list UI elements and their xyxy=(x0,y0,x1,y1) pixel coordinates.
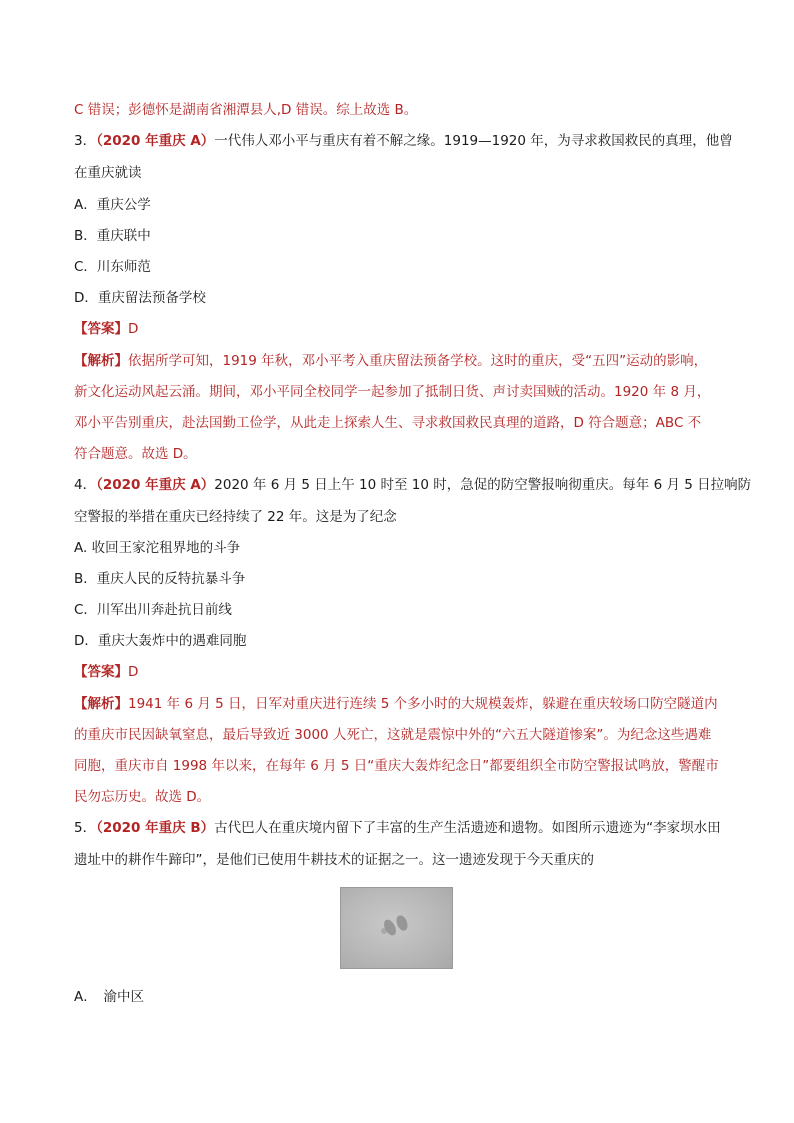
question-4-answer xyxy=(74,662,734,682)
question-3-stem-line-1 xyxy=(74,131,734,151)
question-3-option-c: C．川东师范 xyxy=(74,259,151,275)
question-4-option-a: A. 收回王家沱租界地的斗争 xyxy=(74,540,241,556)
question-3-stem-line-2: 在重庆就读 xyxy=(74,165,142,181)
question-text: 古代巴人在重庆境内留下了丰富的生产生活遗迹和遗物。如图所示遗迹为“李家坝水田 xyxy=(214,820,721,836)
answer-label: 【答案】 xyxy=(74,664,128,680)
answer-label: 【答案】 xyxy=(74,321,128,337)
question-4-analysis-line-2: 的重庆市民因缺氧窒息，最后导致近 3000 人死亡，这就是震惊中外的“六五大隧道惨案”。为纪念这些遇难 xyxy=(74,727,712,743)
question-number: 4． xyxy=(74,477,97,493)
question-3-analysis-line-1 xyxy=(74,351,734,371)
question-text: 2020 年 6 月 5 日上午 10 时至 10 时，急促的防空警报响彻重庆。每年 6 月 5 日拉响防 xyxy=(214,477,752,493)
question-4-stem-line-2: 空警报的举措在重庆已经持续了 22 年。这是为了纪念 xyxy=(74,509,397,525)
question-3-analysis-line-4: 符合题意。故选 D。 xyxy=(74,446,197,462)
analysis-text: 依据所学可知，1919 年秋，邓小平考入重庆留法预备学校。这时的重庆，受“五四”运动的影响， xyxy=(128,353,708,369)
question-3-answer xyxy=(74,319,734,339)
analysis-label: 【解析】 xyxy=(74,696,128,712)
question-4-option-b: B．重庆人民的反特抗暴斗争 xyxy=(74,571,246,587)
analysis-label: 【解析】 xyxy=(74,353,128,369)
question-3-option-d: D．重庆留法预备学校 xyxy=(74,290,206,306)
continuation-line: C 错误；彭德怀是湖南省湘潭县人,D 错误。综上故选 B。 xyxy=(74,102,418,118)
question-3-option-b: B．重庆联中 xyxy=(74,228,151,244)
question-4-analysis-line-1 xyxy=(74,694,734,714)
question-4-option-d: D．重庆大轰炸中的遇难同胞 xyxy=(74,633,247,649)
question-5-stem-line-2: 遗址中的耕作牛蹄印”，是他们已使用牛耕技术的证据之一。这一遗迹发现于今天重庆的 xyxy=(74,852,594,868)
question-source-tag: （2020 年重庆 B） xyxy=(96,820,215,836)
question-5-stem-line-1 xyxy=(74,818,734,838)
question-source-tag: （2020 年重庆 A） xyxy=(96,133,215,149)
question-source-tag: （2020 年重庆 A） xyxy=(96,477,215,493)
analysis-text: 1941 年 6 月 5 日，日军对重庆进行连续 5 个多小时的大规模轰炸，躲避在重庆较场口防空隧道内 xyxy=(128,696,718,712)
answer-value: D xyxy=(128,664,139,680)
question-4-analysis-line-3: 同胞，重庆市自 1998 年以来，在每年 6 月 5 日“重庆大轰炸纪念日”都要组织全市防空警报试鸣放，警醒市 xyxy=(74,758,719,774)
question-3-option-a: A．重庆公学 xyxy=(74,197,151,213)
answer-value: D xyxy=(128,321,139,337)
question-4-option-c: C．川军出川奔赴抗日前线 xyxy=(74,602,232,618)
question-3-analysis-line-2: 新文化运动风起云涌。期间，邓小平同全校同学一起参加了抵制日货、声讨卖国贼的活动。1920 年 8 月， xyxy=(74,384,711,400)
question-text: 一代伟人邓小平与重庆有着不解之缘。1919—1920 年，为寻求救国救民的真理，他曾 xyxy=(214,133,733,149)
question-3-analysis-line-3: 邓小平告别重庆，赴法国勤工俭学，从此走上探索人生、寻求救国救民真理的道路，D 符合题意；ABC 不 xyxy=(74,415,702,431)
question-number: 3． xyxy=(74,133,97,149)
ox-hoofprint-photo xyxy=(340,887,453,969)
question-number: 5． xyxy=(74,820,97,836)
question-5-option-a: A． 渝中区 xyxy=(74,989,144,1005)
question-4-stem-line-1 xyxy=(74,475,752,495)
question-4-analysis-line-4: 民勿忘历史。故选 D。 xyxy=(74,789,211,805)
